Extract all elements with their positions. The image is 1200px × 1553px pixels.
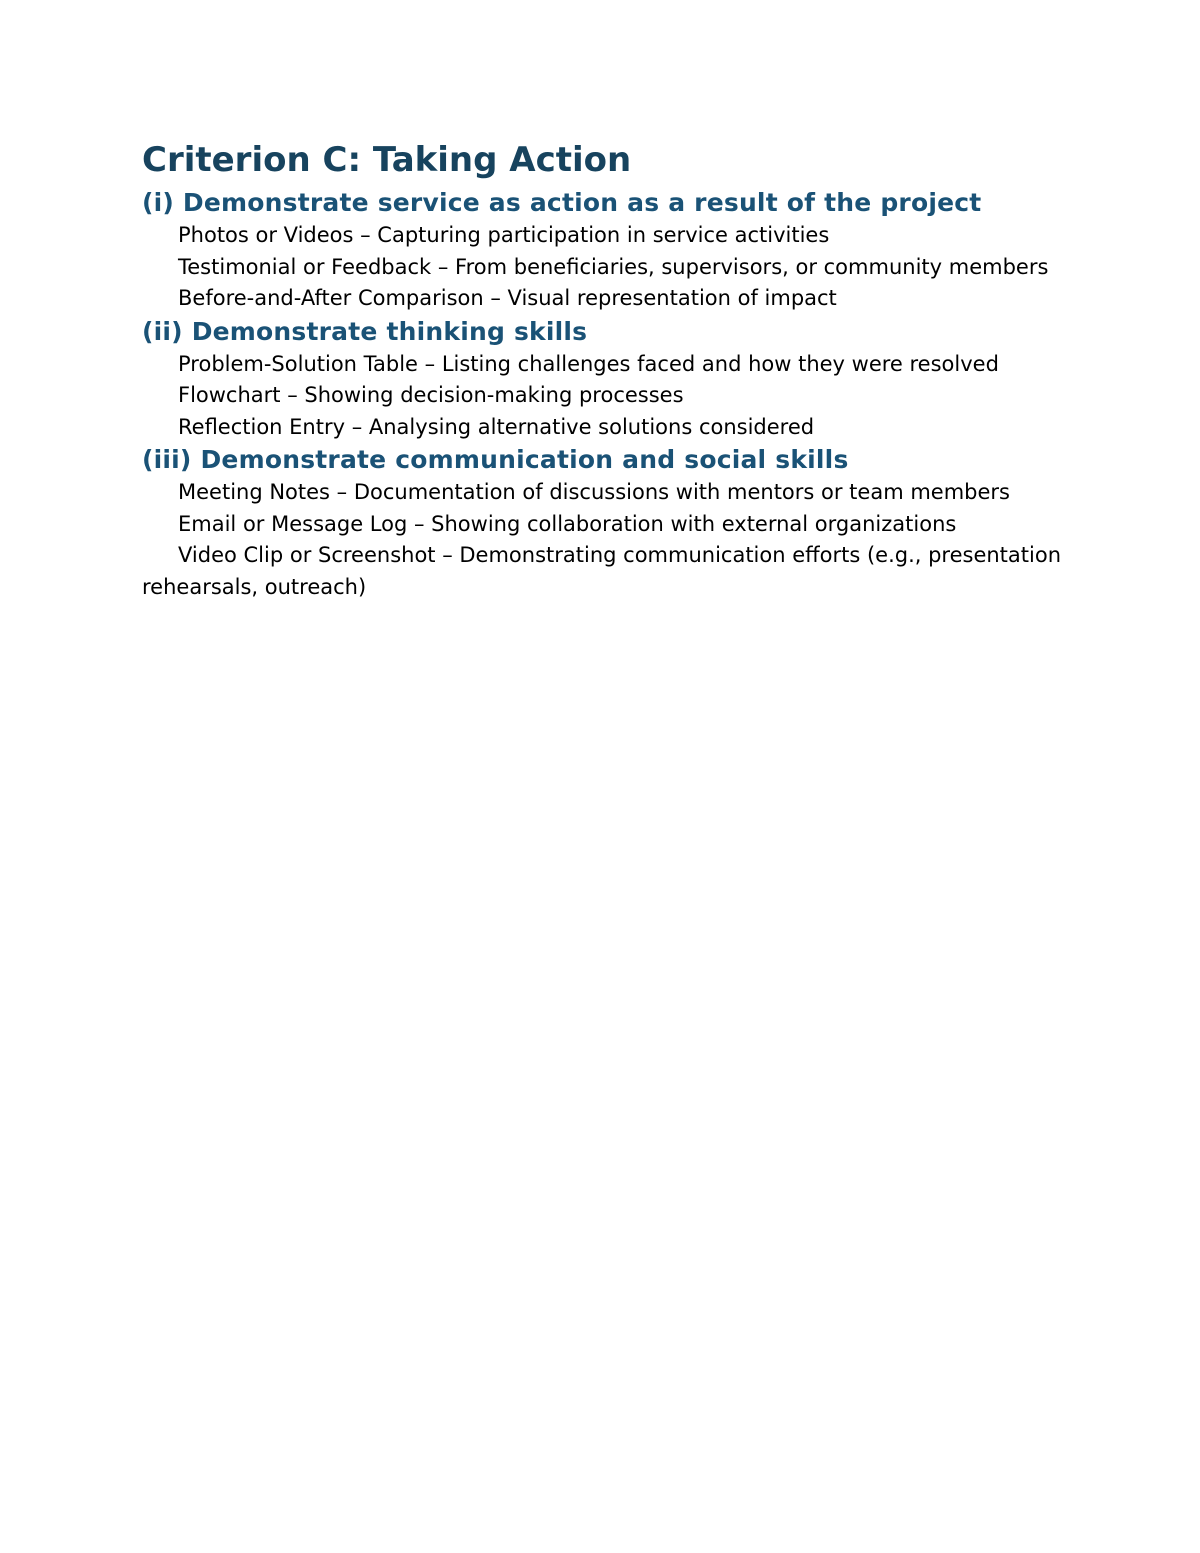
section-heading: (iii) Demonstrate communication and social skills (142, 445, 849, 474)
section-communication-skills (142, 443, 1062, 603)
list-item: Flowchart – Showing decision-making processes (178, 383, 684, 407)
document-page (142, 138, 1062, 603)
list-item: Meeting Notes – Documentation of discussions with mentors or team members (178, 480, 1010, 504)
section-heading: (i) Demonstrate service as action as a result of the project (142, 188, 982, 217)
list-item: Reflection Entry – Analysing alternative solutions considered (178, 414, 815, 439)
list-item: Before-and-After Comparison – Visual representation of impact (178, 286, 837, 310)
section-service (142, 186, 1062, 315)
list-item: Photos or Videos – Capturing participation in service activities (178, 223, 830, 247)
list-item: Video Clip or Screenshot – Demonstrating communication efforts (e.g., presentation rehearsals, outreach) (142, 543, 1062, 599)
list-item: Problem-Solution Table – Listing challenges faced and how they were resolved (178, 351, 999, 376)
document-title: Criterion C: Taking Action (142, 140, 632, 180)
section-thinking-skills (142, 315, 1062, 444)
section-heading: (ii) Demonstrate thinking skills (142, 316, 588, 346)
list-item: Email or Message Log – Showing collaboration with external organizations (178, 511, 957, 536)
list-item: Testimonial or Feedback – From beneficiaries, supervisors, or community members (178, 254, 1049, 279)
